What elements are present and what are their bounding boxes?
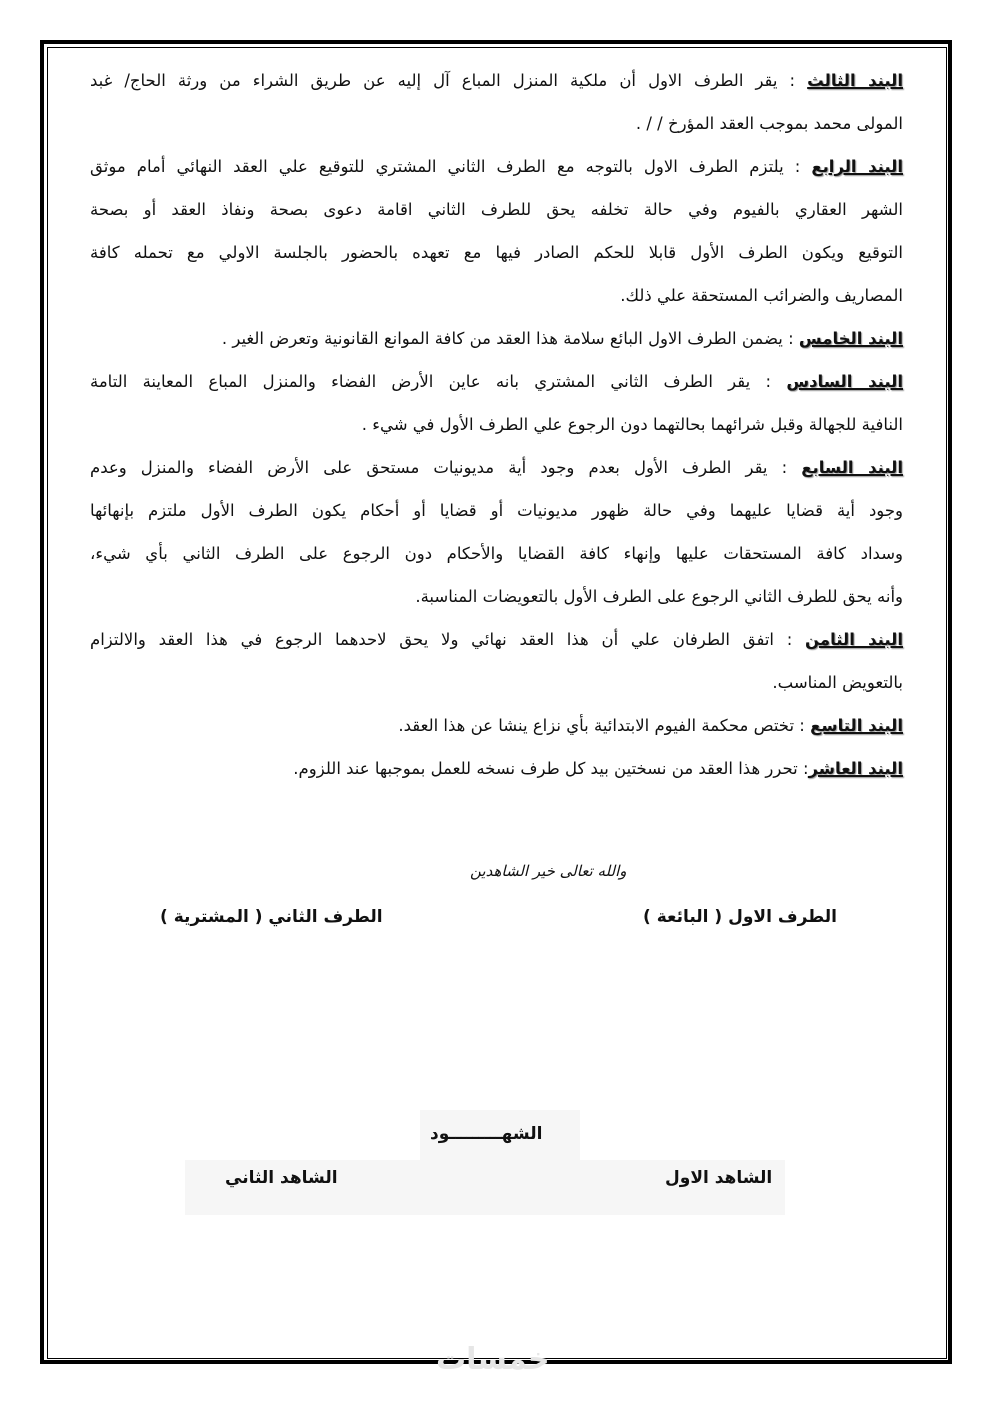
clause-8-line-1: [90, 621, 903, 664]
clause-label: البند التاسع: [810, 716, 903, 735]
clause-text: : يقر الطرف الأول بعدم وجود أية مديونيات مستحق على الأرض الفضاء والمنزل وعدم: [90, 458, 802, 477]
clause-label: البند الخامس: [798, 329, 903, 348]
clause-4-line-2: الشهر العقاري بالفيوم وفي حالة تخلفه يحق للطرف الثاني اقامة دعوى بصحة ونفاذ العقد أو بصحة: [90, 200, 903, 219]
clause-7-line-2: وجود أية قضايا عليهما وفي حالة ظهور مديونيات أو قضايا أو أحكام يكون الطرف الأول ملتزم بإنهائها: [90, 501, 903, 520]
clause-text: : اتفق الطرفان علي أن هذا العقد نهائي ولا يحق لاحدهما الرجوع في هذا العقد والالتزام: [90, 630, 806, 649]
clause-label: البند العاشر: [808, 759, 903, 778]
clause-9-line-1: [90, 707, 903, 750]
clause-7-line-4: وأنه يحق للطرف الثاني الرجوع على الطرف الأول بالتعويضات المناسبة.: [415, 587, 903, 606]
clause-8-line-2: بالتعويض المناسب.: [772, 673, 903, 692]
first-party-signature-label: الطرف الاول ( البائعة ): [643, 907, 837, 927]
clause-text: : يضمن الطرف الاول البائع سلامة هذا العقد من كافة الموانع القانونية وتعرض الغير .: [221, 329, 799, 348]
closing-calligraphy: والله تعالى خير الشاهدين: [470, 862, 627, 880]
clause-10-line-1: [90, 750, 903, 793]
clause-4-line-4: المصاريف والضرائب المستحقة علي ذلك.: [620, 286, 903, 305]
clause-6-line-1: [90, 363, 903, 406]
witnesses-title: الشهـــــــــود: [430, 1124, 543, 1144]
clause-text: : يقر الطرف الثاني المشتري بانه عاين الأرض الفضاء والمنزل المباع المعاينة التامة: [90, 372, 787, 391]
clause-label: البند الثالث: [807, 71, 903, 90]
watermark: خمسات: [436, 1342, 550, 1377]
clause-3-line-2: المولى محمد بموجب العقد المؤرخ / / .: [635, 114, 903, 133]
clause-text: : يلتزم الطرف الاول بالتوجه مع الطرف الثاني المشتري للتوقيع علي العقد النهائي أمام موثق: [90, 157, 812, 176]
clause-label: البند السابع: [801, 458, 903, 477]
first-witness-label: الشاهد الاول: [665, 1168, 773, 1188]
clause-7-line-3: وسداد كافة المستحقات عليها وإنهاء كافة القضايا والأحكام دون الرجوع على الطرف الثاني بأي شيء،: [90, 544, 903, 563]
clause-label: البند السادس: [786, 372, 904, 391]
clause-6-line-2: النافية للجهالة وقبل شرائهما بحالتهما دون الرجوع علي الطرف الأول في شيء .: [361, 415, 903, 434]
clause-4-line-1: [90, 148, 903, 191]
clause-text: : تحرر هذا العقد من نسختين بيد كل طرف نسخه للعمل بموجبها عند اللزوم.: [293, 759, 809, 778]
clause-label: البند الرابع: [811, 157, 903, 176]
clause-text: : تختص محكمة الفيوم الابتدائية بأي نزاع ينشا عن هذا العقد.: [398, 716, 811, 735]
clause-label: البند الثامن: [805, 630, 903, 649]
clause-text: : يقر الطرف الاول أن ملكية المنزل المباع آل إليه عن طريق الشراء من ورثة الحاج/ غبد: [90, 71, 808, 90]
second-witness-label: الشاهد الثاني: [225, 1168, 338, 1188]
second-party-signature-label: الطرف الثاني ( المشترية ): [160, 907, 383, 927]
clause-4-line-3: التوقيع ويكون الطرف الأول قابلا للحكم الصادر فيها مع تعهده بالحضور بالجلسة الاولي مع تحمله كافة: [90, 243, 903, 262]
clause-3-line-1: [90, 62, 903, 105]
contract-clauses: [90, 62, 903, 793]
clause-7-line-1: [90, 449, 903, 492]
clause-5-line-1: [90, 320, 903, 363]
